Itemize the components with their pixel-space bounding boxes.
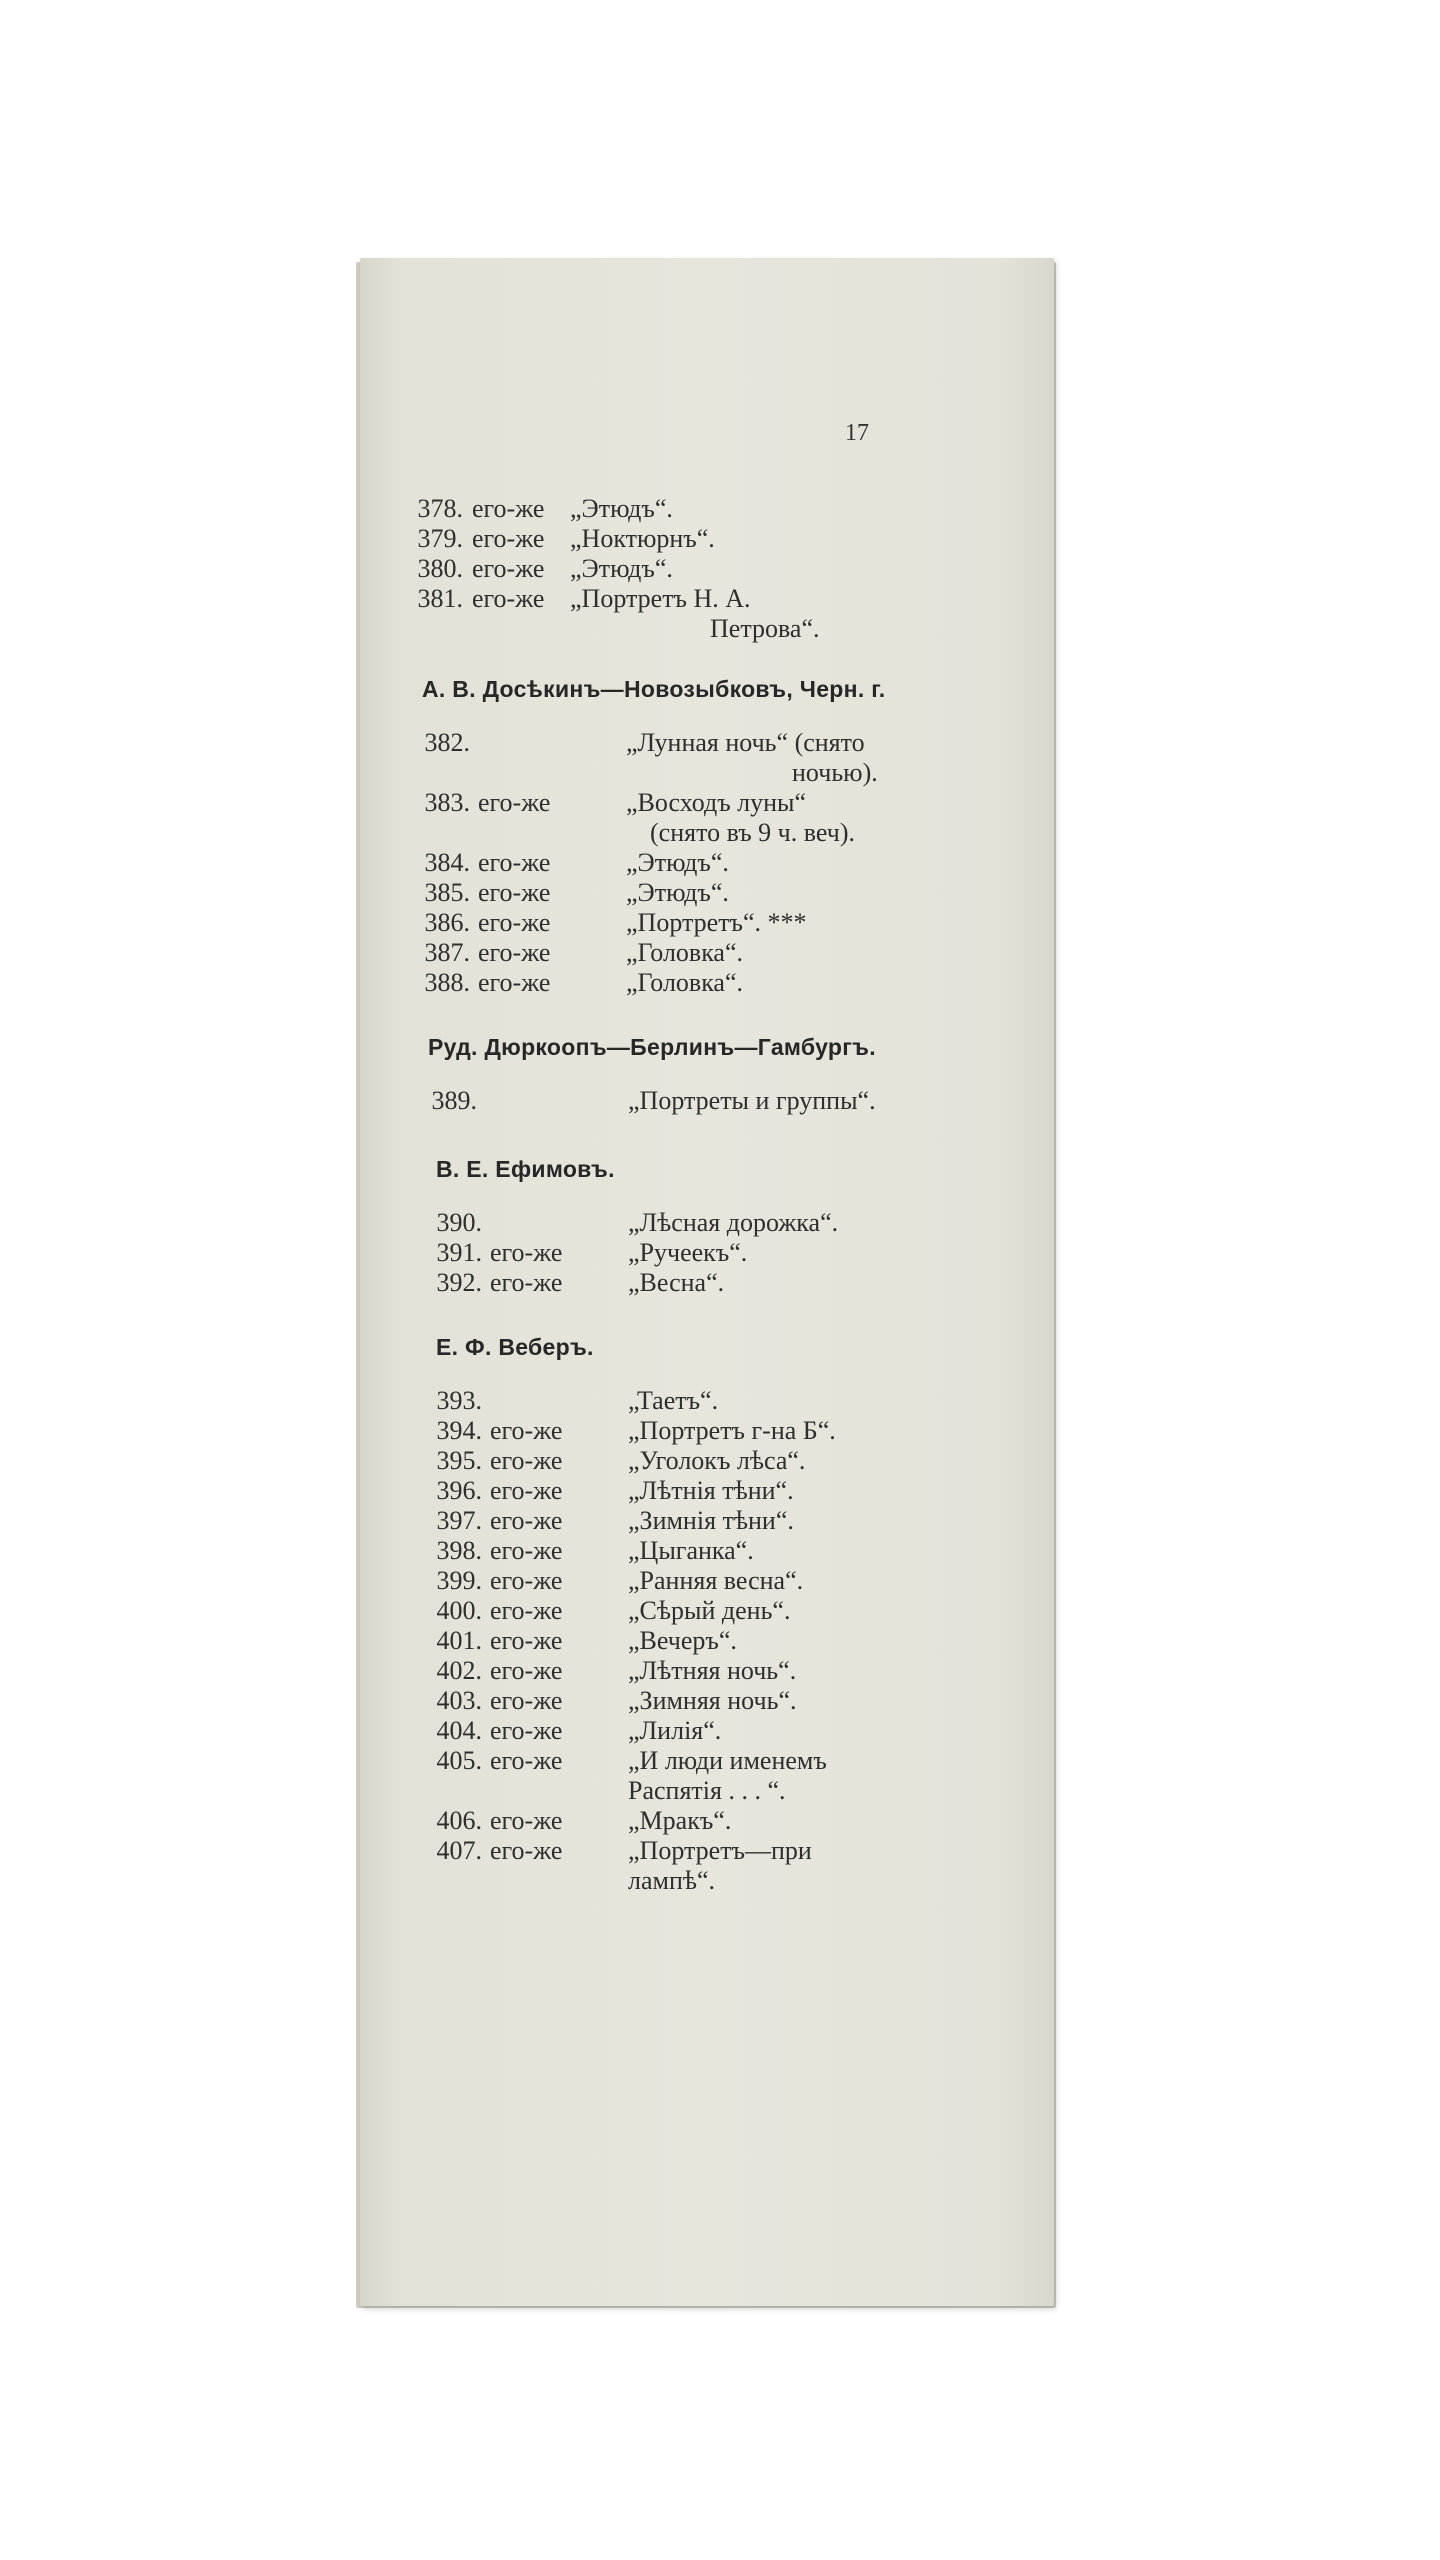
artist-heading: Руд. Дюркоопъ—Берлинъ—Гамбургъ. (428, 1034, 876, 1060)
entry-continuation: лампѣ“. (628, 1866, 716, 1895)
entry-number: 398. (436, 1536, 482, 1565)
entry-title: „Лѣтнія тѣни“. (628, 1476, 794, 1505)
catalog-entry (360, 1386, 1050, 1416)
catalog-entry (360, 1268, 1050, 1298)
catalog-entry (360, 878, 1050, 908)
entry-title: „Таетъ“. (628, 1386, 719, 1415)
entry-author-ref: его-же (478, 848, 551, 877)
entry-author-ref: его-же (490, 1656, 563, 1685)
entry-author-ref: его-же (490, 1476, 563, 1505)
catalog-entry (360, 968, 1050, 998)
catalog-entry (360, 494, 1050, 524)
entry-number: 381. (417, 584, 463, 613)
entry-number: 389. (431, 1086, 477, 1115)
entry-number: 394. (436, 1416, 482, 1445)
catalog-entry (360, 728, 1050, 758)
entry-author-ref: его-же (490, 1746, 563, 1775)
entry-author-ref: его-же (490, 1268, 563, 1297)
entry-title: „Портретъ—при (628, 1836, 812, 1865)
entry-title: „Головка“. (626, 938, 744, 967)
entry-continuation: ночью). (792, 758, 878, 787)
entry-author-ref: его-же (490, 1446, 563, 1475)
entry-author-ref: его-же (478, 878, 551, 907)
entry-title: „Этюдъ“. (570, 494, 673, 523)
entry-author-ref: его-же (472, 554, 545, 583)
catalog-entry (360, 1506, 1050, 1536)
catalog-entry (360, 848, 1050, 878)
entry-number: 400. (436, 1596, 482, 1625)
entry-author-ref: его-же (472, 584, 545, 613)
entry-continuation: Петрова“. (710, 614, 820, 643)
entry-author-ref: его-же (490, 1536, 563, 1565)
entry-title: „Зимняя ночь“. (628, 1686, 797, 1715)
catalog-entry (360, 1446, 1050, 1476)
catalog-entry (360, 1416, 1050, 1446)
catalog-entry (360, 1806, 1050, 1836)
catalog-entry (360, 524, 1050, 554)
artist-heading: Е. Ф. Веберъ. (436, 1334, 594, 1360)
catalog-entry (360, 908, 1050, 938)
catalog-page (360, 258, 1054, 2306)
catalog-entry (360, 1716, 1050, 1746)
entry-author-ref: его-же (478, 938, 551, 967)
entry-number: 402. (436, 1656, 482, 1685)
catalog-entry (360, 1626, 1050, 1656)
entry-title: „Лѣтняя ночь“. (628, 1656, 797, 1685)
entry-author-ref: его-же (478, 788, 551, 817)
entry-number: 386. (424, 908, 470, 937)
catalog-entry (360, 1208, 1050, 1238)
entry-number: 399. (436, 1566, 482, 1595)
entry-title: „Этюдъ“. (626, 848, 729, 877)
catalog-entry (360, 1238, 1050, 1268)
entry-number: 383. (424, 788, 470, 817)
entry-number: 403. (436, 1686, 482, 1715)
entry-number: 382. (424, 728, 470, 757)
entry-author-ref: его-же (490, 1416, 563, 1445)
page-number: 17 (845, 420, 869, 446)
entry-title: „Портретъ Н. А. (570, 584, 751, 613)
entry-title: „Этюдъ“. (570, 554, 673, 583)
catalog-entry (360, 1746, 1050, 1776)
entry-title: „Портреты и группы“. (628, 1086, 876, 1115)
entry-author-ref: его-же (472, 494, 545, 523)
catalog-entry (360, 1656, 1050, 1686)
entry-number: 406. (436, 1806, 482, 1835)
entry-author-ref: его-же (472, 524, 545, 553)
entry-number: 397. (436, 1506, 482, 1535)
catalog-entry (360, 1086, 1050, 1116)
entry-number: 378. (417, 494, 463, 523)
entry-author-ref: его-же (490, 1506, 563, 1535)
entry-title: „Уголокъ лѣса“. (628, 1446, 806, 1475)
entry-author-ref: его-же (490, 1716, 563, 1745)
entry-title: „Лунная ночь“ (снято (626, 728, 865, 757)
entry-title: „Сѣрый день“. (628, 1596, 791, 1625)
entry-continuation: Распятія . . . “. (628, 1776, 786, 1805)
entry-number: 390. (436, 1208, 482, 1237)
entry-number: 379. (417, 524, 463, 553)
entry-title: „Ранняя весна“. (628, 1566, 804, 1595)
entry-number: 405. (436, 1746, 482, 1775)
entry-author-ref: его-же (490, 1686, 563, 1715)
entry-title: „Восходъ луны“ (626, 788, 807, 817)
catalog-entry (360, 1596, 1050, 1626)
entry-number: 384. (424, 848, 470, 877)
entry-title: „Цыганка“. (628, 1536, 754, 1565)
catalog-entry (360, 1536, 1050, 1566)
catalog-entry (360, 938, 1050, 968)
entry-title: „Весна“. (628, 1268, 725, 1297)
entry-author-ref: его-же (490, 1566, 563, 1595)
catalog-entry (360, 1686, 1050, 1716)
entry-number: 395. (436, 1446, 482, 1475)
entry-continuation: (снято въ 9 ч. веч). (650, 818, 855, 847)
entry-number: 388. (424, 968, 470, 997)
entry-title: „Ноктюрнъ“. (570, 524, 715, 553)
entry-title: „И люди именемъ (628, 1746, 827, 1775)
catalog-entry (360, 584, 1050, 614)
entry-number: 385. (424, 878, 470, 907)
entry-author-ref: его-же (490, 1596, 563, 1625)
entry-title: „Мракъ“. (628, 1806, 732, 1835)
entry-author-ref: его-же (490, 1238, 563, 1267)
entry-title: „Лилія“. (628, 1716, 722, 1745)
entry-author-ref: его-же (490, 1626, 563, 1655)
entry-number: 391. (436, 1238, 482, 1267)
entry-number: 392. (436, 1268, 482, 1297)
entry-title: „Головка“. (626, 968, 744, 997)
entry-number: 401. (436, 1626, 482, 1655)
entry-title: „Лѣсная дорожка“. (628, 1208, 839, 1237)
entry-number: 407. (436, 1836, 482, 1865)
entry-author-ref: его-же (478, 908, 551, 937)
entry-title: „Портретъ г-на Б“. (628, 1416, 836, 1445)
catalog-entry (360, 554, 1050, 584)
entry-number: 404. (436, 1716, 482, 1745)
catalog-entry (360, 1566, 1050, 1596)
catalog-entry (360, 788, 1050, 818)
entry-author-ref: его-же (490, 1806, 563, 1835)
entry-author-ref: его-же (490, 1836, 563, 1865)
entry-title: „Этюдъ“. (626, 878, 729, 907)
artist-heading: В. Е. Ефимовъ. (436, 1156, 615, 1182)
entry-number: 393. (436, 1386, 482, 1415)
entry-number: 380. (417, 554, 463, 583)
entry-title: „Вечеръ“. (628, 1626, 737, 1655)
entry-title: „Портретъ“. *** (626, 908, 807, 937)
entry-title: „Ручеекъ“. (628, 1238, 748, 1267)
entry-number: 396. (436, 1476, 482, 1505)
entry-title: „Зимнія тѣни“. (628, 1506, 794, 1535)
catalog-entry (360, 1476, 1050, 1506)
catalog-entry (360, 1836, 1050, 1866)
entry-author-ref: его-же (478, 968, 551, 997)
artist-heading: А. В. Досѣкинъ—Новозыбковъ, Черн. г. (422, 676, 886, 702)
entry-number: 387. (424, 938, 470, 967)
